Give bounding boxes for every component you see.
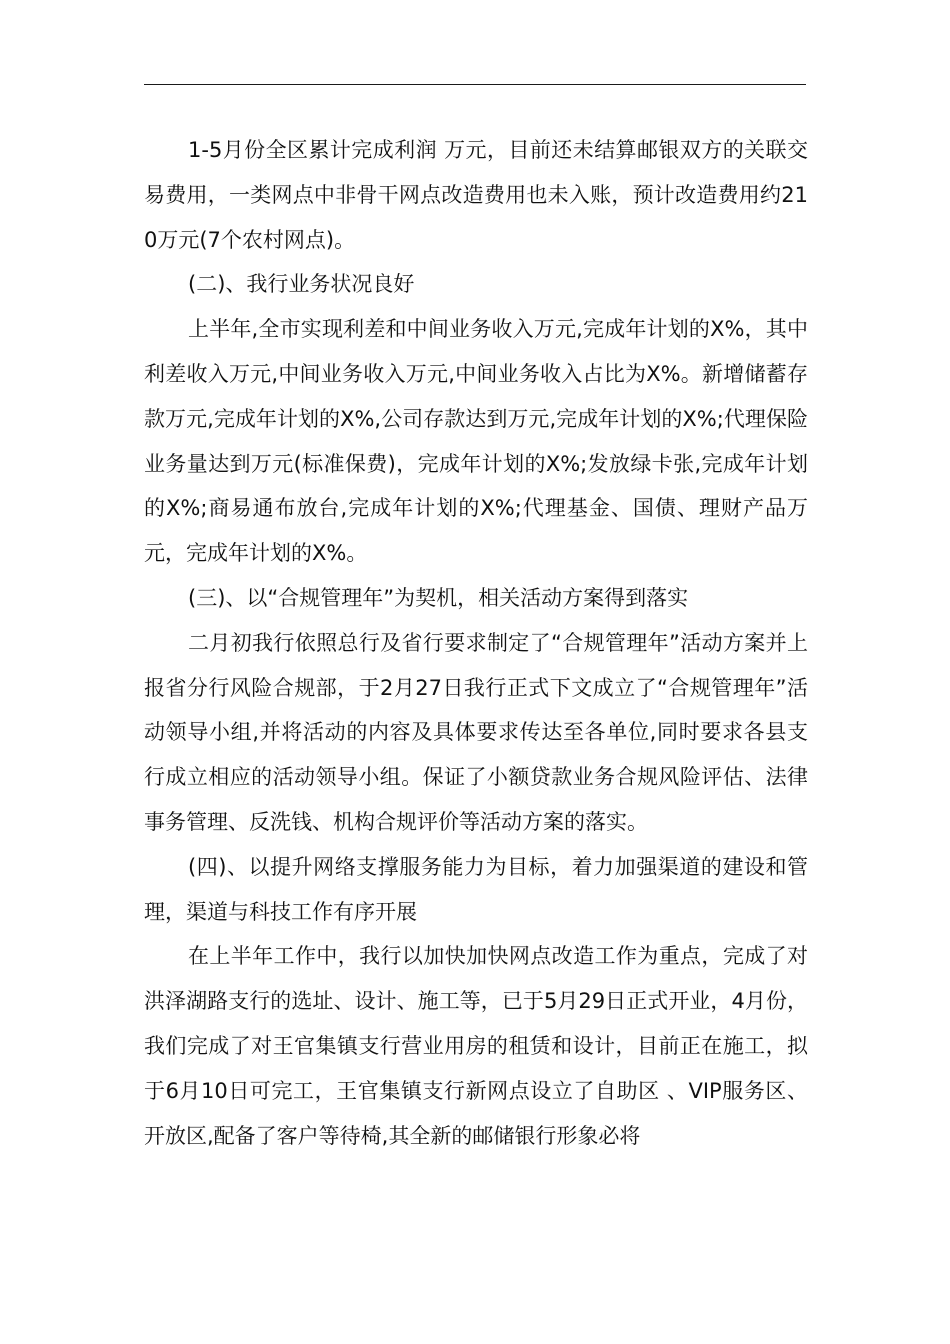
paragraph-profit-summary: 1-5月份全区累计完成利润 万元，目前还未结算邮银双方的关联交易费用，一类网点中非骨干网点改造费用也未入账，预计改造费用约210万元(7个农村网点)。: [144, 138, 808, 252]
section-heading-business-status: (二)、我行业务状况良好: [188, 272, 415, 297]
paragraph-compliance-activities: 二月初我行依照总行及省行要求制定了“合规管理年”活动方案并上报省分行风险合规部，于2月27日我行正式下文成立了“合规管理年”活动领导小组,并将活动的内容及具体要求传达至各单位,同时要求各县支行成立相应的活动领导小组。保证了小额贷款业务合规风险评估、法律事务管理、反洗钱、机构合规评价等活动方案的落实。: [144, 630, 808, 834]
paragraph-business-figures: 上半年,全市实现利差和中间业务收入万元,完成年计划的X%，其中利差收入万元,中间业务收入万元,中间业务收入占比为X%。新增储蓄存款万元,完成年计划的X%,公司存款达到万元,完成年计划的X%;代理保险业务量达到万元(标准保费)，完成年计划的X%;发放绿卡张,完成年计划的X%;商易通布放台,完成年计划的X%;代理基金、国债、理财产品万元，完成年计划的X%。: [144, 317, 808, 566]
section-heading-channels: (四)、以提升网络支撑服务能力为目标，着力加强渠道的建设和管理，渠道与科技工作有序开展: [144, 854, 808, 924]
section-heading-compliance: (三)、以“合规管理年”为契机，相关活动方案得到落实: [188, 585, 689, 610]
paragraph-channel-construction: 在上半年工作中，我行以加快加快网点改造工作为重点，完成了对洪泽湖路支行的选址、设计、施工等，已于5月29日正式开业，4月份，我们完成了对王官集镇支行营业用房的租赁和设计，目前正在施工，拟于6月10日可完工，王官集镇支行新网点设立了自助区 、VIP服务区、开放区,配备了客户等待椅,其全新的邮储银行形象必将: [144, 944, 808, 1148]
document-body: [144, 128, 808, 1158]
header-rule: [144, 84, 806, 85]
